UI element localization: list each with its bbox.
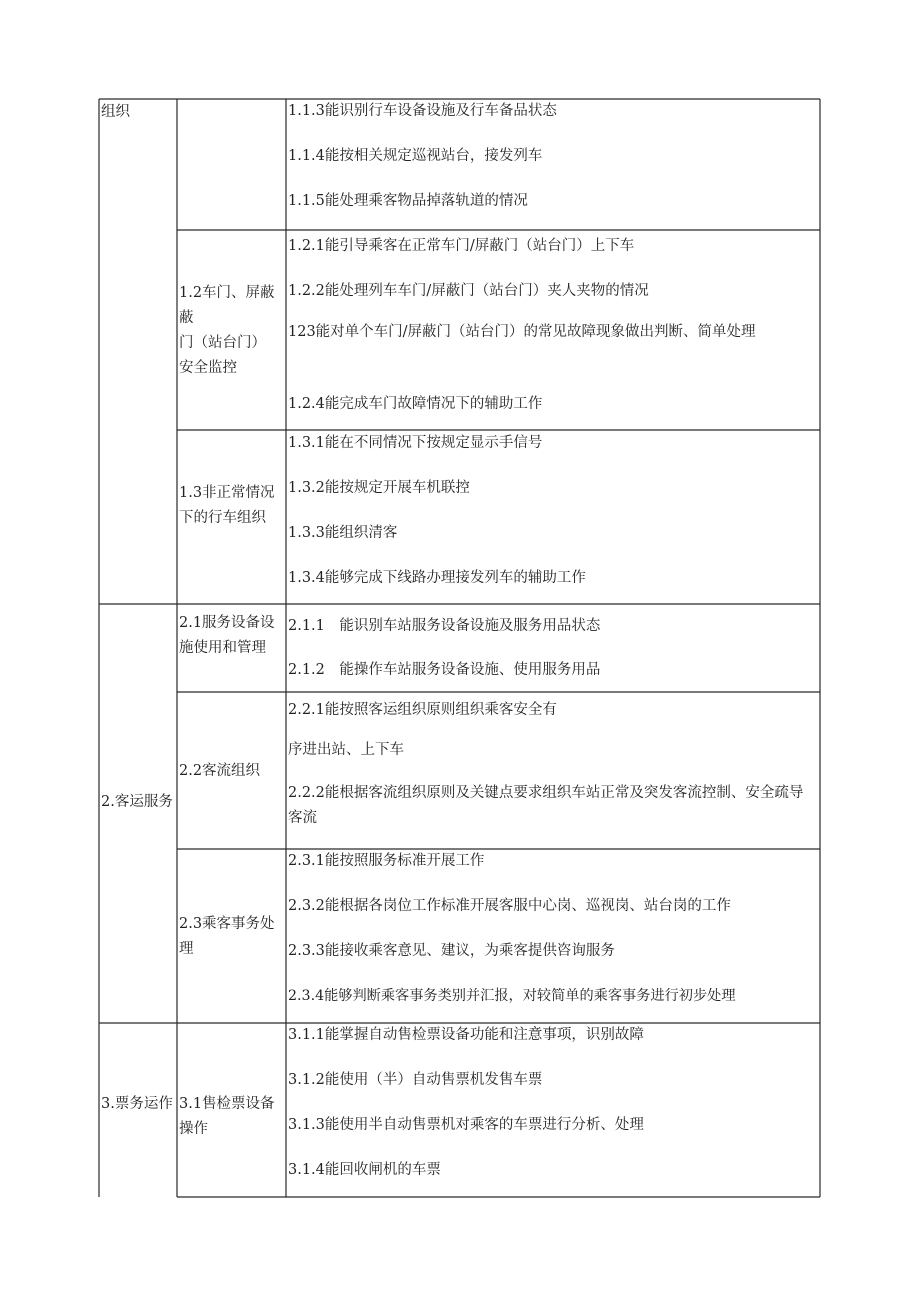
- cell-subcategory-ticket-equipment: 3.1售检票设备操作: [179, 1096, 275, 1137]
- competency-item: 3.1.2能使用（半）自动售票机发售车票: [288, 1072, 543, 1088]
- competency-item: 1.1.4能按相关规定巡视站台，接发列车: [288, 148, 543, 164]
- cell-category-ticketing: 3.票务运作: [101, 1096, 173, 1112]
- competency-item: 123能对单个车门/屏蔽门（站台门）的常见故障现象做出判断、简单处理: [288, 324, 756, 340]
- subcategory-line: 1.2车门、屏蔽: [179, 285, 275, 301]
- subcategory-line: 蔽: [179, 310, 194, 326]
- competency-item: 2.3.3能接收乘客意见、建议，为乘客提供咨询服务: [288, 943, 615, 959]
- cell-subcategory-passenger-flow: 2.2客流组织: [179, 763, 261, 779]
- competency-item: 1.2.1能引导乘客在正常车门/屏蔽门（站台门）上下车: [288, 238, 635, 254]
- competency-item: 1.1.5能处理乘客物品掉落轨道的情况: [288, 193, 528, 209]
- cell-subcategory-abnormal-operation: 1.3非正常情况下的行车组织: [179, 485, 275, 526]
- cell-subcategory-service-facilities: 2.1服务设备设施使用和管理: [179, 615, 275, 656]
- competency-item: 3.1.3能使用半自动售票机对乘客的车票进行分析、处理: [288, 1117, 644, 1133]
- competency-item: 2.2.1能按照客运组织原则组织乘客安全有: [288, 702, 557, 718]
- competency-item: 2.1.1 能识别车站服务设备设施及服务用品状态: [288, 618, 601, 634]
- cell-category-organization: 组织: [101, 104, 130, 120]
- cell-category-passenger-service: 2.客运服务: [101, 794, 173, 810]
- competency-item: 2.2.2能根据客流组织原则及关键点要求组织车站正常及突发客流控制、安全疏导客流: [288, 785, 804, 826]
- competency-item: 序进出站、上下车: [288, 742, 404, 758]
- subcategory-line: 安全监控: [179, 360, 237, 376]
- competency-item: 3.1.4能回收闸机的车票: [288, 1162, 441, 1178]
- competency-item: 1.2.2能处理列车车门/屏蔽门（站台门）夹人夹物的情况: [288, 283, 649, 299]
- competency-item: 1.2.4能完成车门故障情况下的辅助工作: [288, 396, 543, 412]
- subcategory-line: 门（站台门）: [179, 335, 266, 351]
- cell-subcategory-passenger-affairs: 2.3乘客事务处理: [179, 916, 275, 957]
- competency-item: 1.3.1能在不同情况下按规定显示手信号: [288, 435, 543, 451]
- competency-item: 1.3.2能按规定开展车机联控: [288, 480, 470, 496]
- competency-item: 2.3.2能根据各岗位工作标准开展客服中心岗、巡视岗、站台岗的工作: [288, 898, 731, 914]
- competency-item: 1.3.4能够完成下线路办理接发列车的辅助工作: [288, 570, 586, 586]
- competency-item: 1.1.3能识别行车设备设施及行车备品状态: [288, 103, 557, 119]
- competency-item: 1.3.3能组织清客: [288, 525, 398, 541]
- competency-item: 2.3.4能够判断乘客事务类别并汇报，对较简单的乘客事务进行初步处理: [288, 988, 736, 1004]
- cell-subcategory-door-monitoring: [179, 281, 281, 381]
- competency-item: 3.1.1能掌握自动售检票设备功能和注意事项，识别故障: [288, 1027, 644, 1043]
- competency-item: 2.1.2 能操作车站服务设备设施、使用服务用品: [288, 662, 601, 678]
- competency-item: 2.3.1能按照服务标准开展工作: [288, 853, 485, 869]
